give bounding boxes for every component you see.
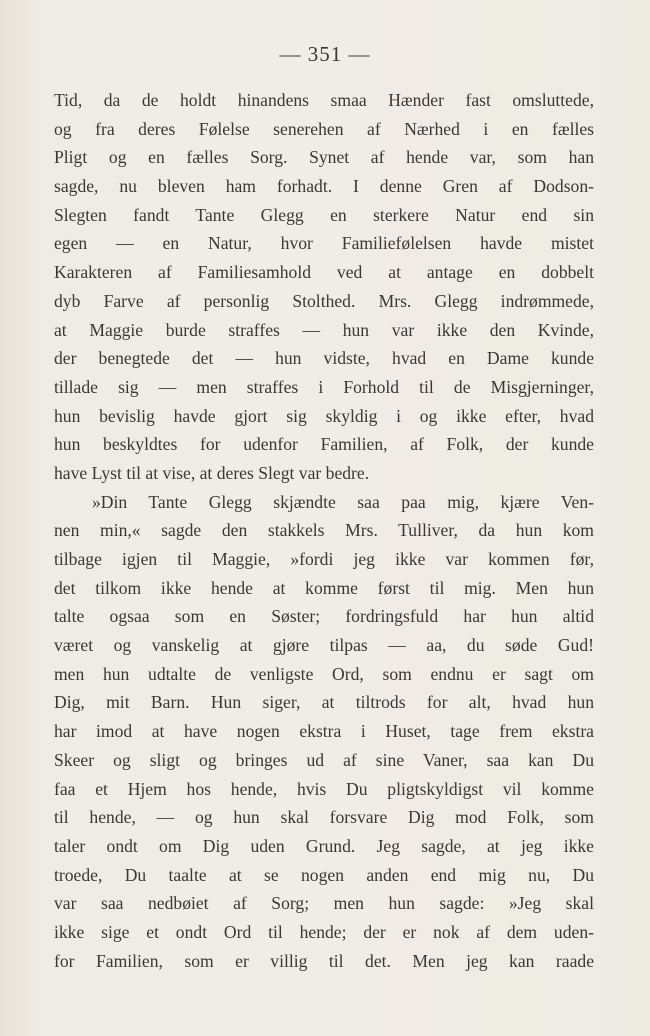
paragraph-end-line: have Lyst til at vise, at deres Slegt var bedre.: [54, 462, 370, 483]
text-line: troede, Du taalte at se nogen anden end mig nu, Du: [54, 864, 594, 885]
body-text: [54, 86, 594, 975]
page-number: — 351 —: [279, 42, 371, 66]
text-line: Skeer og sligt og bringes ud af sine Vaner, saa kan Du: [54, 749, 594, 770]
paragraph-start-line: »Din Tante Glegg skjændte saa paa mig, kjære Ven-: [92, 491, 594, 512]
text-line: Tid, da de holdt hinandens smaa Hænder fast omsluttede,: [54, 90, 594, 110]
text-line: tillade sig — men straffes i Forhold til de Misgjerninger,: [54, 376, 594, 397]
text-line: sagde, nu bleven ham forhadt. I denne Gren af Dodson-: [54, 176, 594, 197]
text-line: men hun udtalte de venligste Ord, som endnu er sagt om: [54, 663, 594, 684]
text-line: og fra deres Følelse senerehen af Nærhed i en fælles: [54, 118, 594, 139]
text-line: hun bevislig havde gjort sig skyldig i og ikke efter, hvad: [54, 405, 594, 426]
text-line: var saa nedbøiet af Sorg; men hun sagde: »Jeg skal: [54, 893, 594, 914]
text-line: egen — en Natur, hvor Familiefølelsen havde mistet: [54, 233, 594, 254]
text-line: ikke sige et ondt Ord til hende; der er nok af dem uden-: [54, 921, 594, 942]
text-line: talte ogsaa som en Søster; fordringsfuld har hun altid: [54, 606, 594, 627]
text-line: der benegtede det — hun vidste, hvad en Dame kunde: [54, 348, 594, 369]
text-line: taler ondt om Dig uden Grund. Jeg sagde, at jeg ikke: [54, 835, 594, 856]
text-line: det tilkom ikke hende at komme først til mig. Men hun: [54, 577, 594, 598]
text-line: til hende, — og hun skal forsvare Dig mod Folk, som: [54, 807, 594, 828]
text-line: Karakteren af Familiesamhold ved at antage en dobbelt: [54, 262, 594, 283]
text-line: hun beskyldtes for udenfor Familien, af Folk, der kunde: [54, 434, 594, 455]
text-line: at Maggie burde straffes — hun var ikke den Kvinde,: [54, 319, 594, 340]
text-line: dyb Farve af personlig Stolthed. Mrs. Glegg indrømmede,: [54, 290, 594, 311]
text-line: faa et Hjem hos hende, hvis Du pligtskyldigst vil komme: [54, 778, 594, 799]
text-line: været og vanskelig at gjøre tilpas — aa, du søde Gud!: [54, 635, 594, 656]
text-line: for Familien, som er villig til det. Men jeg kan raade: [54, 950, 594, 971]
text-line: Slegten fandt Tante Glegg en sterkere Natur end sin: [54, 204, 594, 225]
text-line: nen min,« sagde den stakkels Mrs. Tulliver, da hun kom: [54, 520, 594, 541]
text-line: tilbage igjen til Maggie, »fordi jeg ikke var kommen før,: [54, 549, 594, 569]
text-line: Pligt og en fælles Sorg. Synet af hende var, som han: [54, 147, 594, 168]
text-line: har imod at have nogen ekstra i Huset, tage frem ekstra: [54, 721, 594, 742]
text-line: Dig, mit Barn. Hun siger, at tiltrods for alt, hvad hun: [54, 692, 594, 713]
